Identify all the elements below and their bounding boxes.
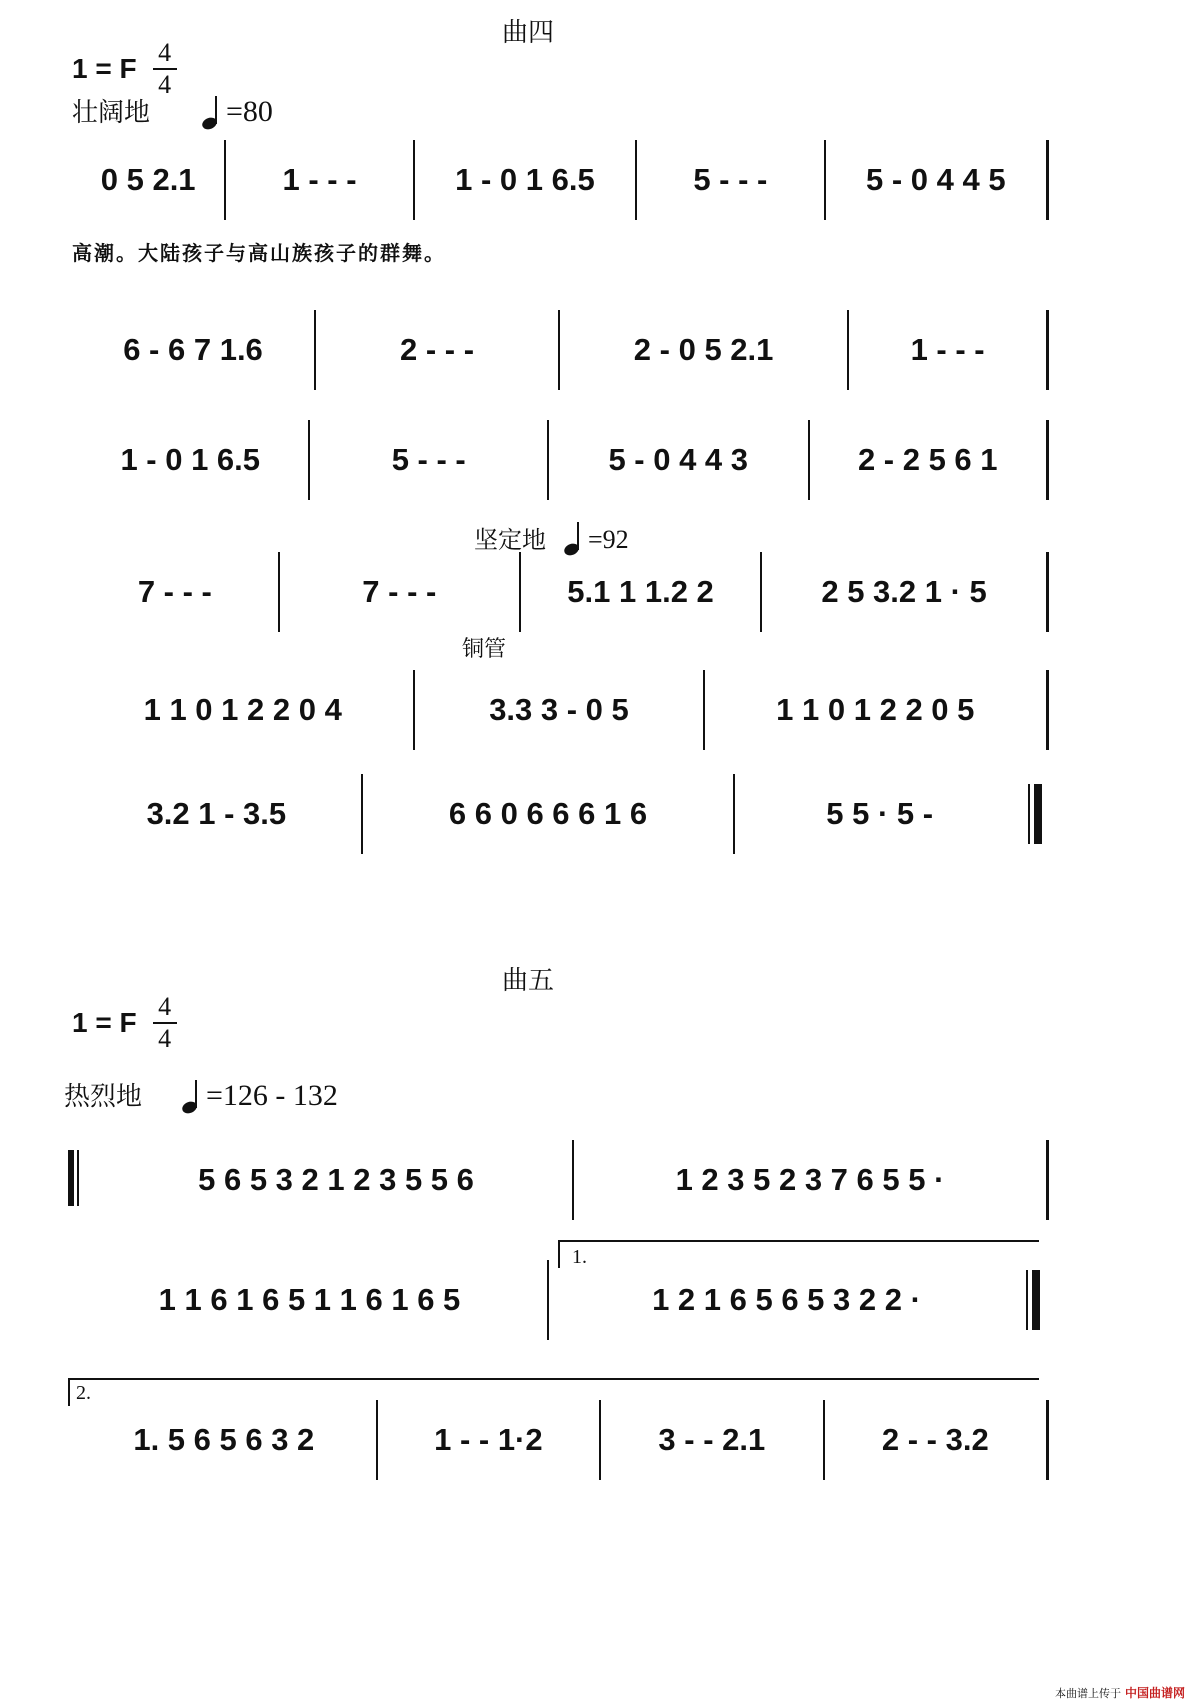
measure <box>72 420 310 500</box>
measure-notes: 5 6 5 3 2 1 2 3 5 5 6 <box>198 1162 474 1197</box>
measure-notes: 1 1 6 1 6 5 1 1 6 1 6 5 <box>158 1282 461 1317</box>
measure-notes: 1. 5 6 5 6 3 2 <box>133 1422 315 1457</box>
measure <box>363 774 736 854</box>
measure-notes: 5 5 · 5 - <box>826 796 934 831</box>
piece4-staff-row-6 <box>72 774 1024 854</box>
piece5-tempo-value: =126 - 132 <box>206 1079 338 1112</box>
measure <box>549 420 810 500</box>
measure <box>310 420 548 500</box>
measure-notes: 5 - - - <box>693 162 768 197</box>
measure <box>849 310 1049 390</box>
measure <box>549 1260 1024 1340</box>
piece5-time-signature <box>153 994 177 1052</box>
measure-notes: 1 - - 1·2 <box>434 1422 543 1457</box>
measure-notes: 1 - 0 1 6.5 <box>455 162 595 197</box>
piece4-tempo-value: =80 <box>226 95 273 128</box>
footer-upload-text: 本曲谱上传于 <box>1054 1686 1121 1700</box>
measure <box>100 1140 574 1220</box>
measure-notes: 3.2 1 - 3.5 <box>146 796 287 831</box>
piece4-tempo2-word: 坚定地 <box>474 526 546 554</box>
measure-notes: 1 - - - <box>910 332 985 367</box>
measure-notes: 2 - 2 5 6 1 <box>857 442 998 477</box>
measure <box>521 552 762 632</box>
measure <box>705 670 1049 750</box>
measure-notes: 1 1 0 1 2 2 0 5 <box>776 692 975 727</box>
measure <box>415 670 704 750</box>
measure-notes: 1 1 0 1 2 2 0 4 <box>143 692 342 727</box>
piece4-time-bottom: 4 <box>158 70 172 99</box>
piece5-time-bottom: 4 <box>158 1024 172 1053</box>
piece5-tempo <box>64 1076 338 1113</box>
piece4-instrument: 铜管 <box>462 637 507 662</box>
measure <box>72 774 363 854</box>
measure-notes: 6 6 0 6 6 6 1 6 <box>448 796 648 831</box>
measure-notes: 7 - - - <box>137 574 212 609</box>
measure <box>226 140 414 220</box>
piece5-tempo-word: 热烈地 <box>64 1082 143 1112</box>
measure <box>72 140 226 220</box>
measure <box>825 1400 1049 1480</box>
measure-notes: 3.3 3 - 0 5 <box>489 692 629 727</box>
measure <box>316 310 560 390</box>
piece4-staff-row-3 <box>72 420 1049 500</box>
measure <box>560 310 849 390</box>
measure <box>72 552 280 632</box>
measure <box>72 670 415 750</box>
measure-notes: 5.1 1 1.2 2 <box>567 574 714 609</box>
measure-notes: 0 5 2.1 <box>100 162 196 197</box>
piece4-staff-row-4 <box>72 552 1049 632</box>
measure <box>415 140 637 220</box>
second-ending-label: 2. <box>76 1382 91 1404</box>
measure-notes: 2 5 3.2 1 · 5 <box>821 574 987 609</box>
measure-notes: 5 - - - <box>391 442 466 477</box>
measure-notes: 2 - 0 5 2.1 <box>633 332 774 367</box>
piece4-staff-row-1 <box>72 140 1049 220</box>
measure <box>637 140 825 220</box>
piece5-staff-row-1 <box>100 1140 1049 1220</box>
half-note-icon <box>202 95 224 129</box>
half-note-icon <box>182 1079 204 1113</box>
measure-notes: 1 2 1 6 5 6 5 3 2 2 · <box>652 1282 921 1317</box>
piece4-time-signature <box>153 40 177 98</box>
repeat-end-barline <box>1026 1270 1040 1330</box>
measure-notes: 3 - - 2.1 <box>658 1422 766 1457</box>
half-note-icon <box>564 521 586 555</box>
piece4-tempo <box>72 92 273 129</box>
piece4-title: 曲四 <box>502 18 555 48</box>
measure-notes: 2 - - - <box>399 332 475 367</box>
measure <box>762 552 1049 632</box>
piece4-staff-row-5 <box>72 670 1049 750</box>
piece4-key-signature <box>72 40 177 98</box>
piece5-staff-row-3 <box>72 1400 1049 1480</box>
measure <box>72 1260 549 1340</box>
measure <box>378 1400 601 1480</box>
measure-notes: 1 - - - <box>282 162 357 197</box>
piece5-key: 1 = F <box>72 1007 137 1038</box>
measure-notes: 1 - 0 1 6.5 <box>120 442 261 477</box>
piece4-staff-row-2 <box>72 310 1049 390</box>
measure <box>601 1400 824 1480</box>
piece5-title: 曲五 <box>502 966 555 996</box>
measure-notes: 6 - 6 7 1.6 <box>123 332 263 367</box>
footer-watermark <box>1055 1684 1185 1701</box>
measure-notes: 2 - - 3.2 <box>881 1422 989 1457</box>
measure-notes: 7 - - - <box>362 574 437 609</box>
measure <box>72 1400 378 1480</box>
final-barline <box>1028 784 1042 844</box>
piece4-tempo-word: 壮阔地 <box>72 98 151 128</box>
measure <box>810 420 1049 500</box>
measure-notes: 5 - 0 4 4 5 <box>866 162 1006 197</box>
piece4-tempo2-value: =92 <box>588 525 629 554</box>
first-ending-label: 1. <box>572 1246 587 1268</box>
measure <box>72 310 316 390</box>
piece5-time-top: 4 <box>158 992 172 1021</box>
repeat-start-barline <box>68 1150 84 1206</box>
piece5-staff-row-2 <box>72 1260 1024 1340</box>
measure <box>280 552 521 632</box>
measure <box>826 140 1049 220</box>
measure <box>574 1140 1049 1220</box>
piece4-time-top: 4 <box>158 38 172 67</box>
measure-notes: 1 2 3 5 2 3 7 6 5 5 · <box>675 1162 945 1197</box>
piece4-remark: 高潮。大陆孩子与高山族孩子的群舞。 <box>72 241 446 265</box>
piece5-key-signature <box>72 994 177 1052</box>
piece4-tempo-change <box>474 520 629 555</box>
site-logo: 中国曲谱网 <box>1124 1686 1185 1700</box>
piece4-key: 1 = F <box>72 53 137 84</box>
measure-notes: 5 - 0 4 4 3 <box>608 442 749 477</box>
measure <box>735 774 1024 854</box>
